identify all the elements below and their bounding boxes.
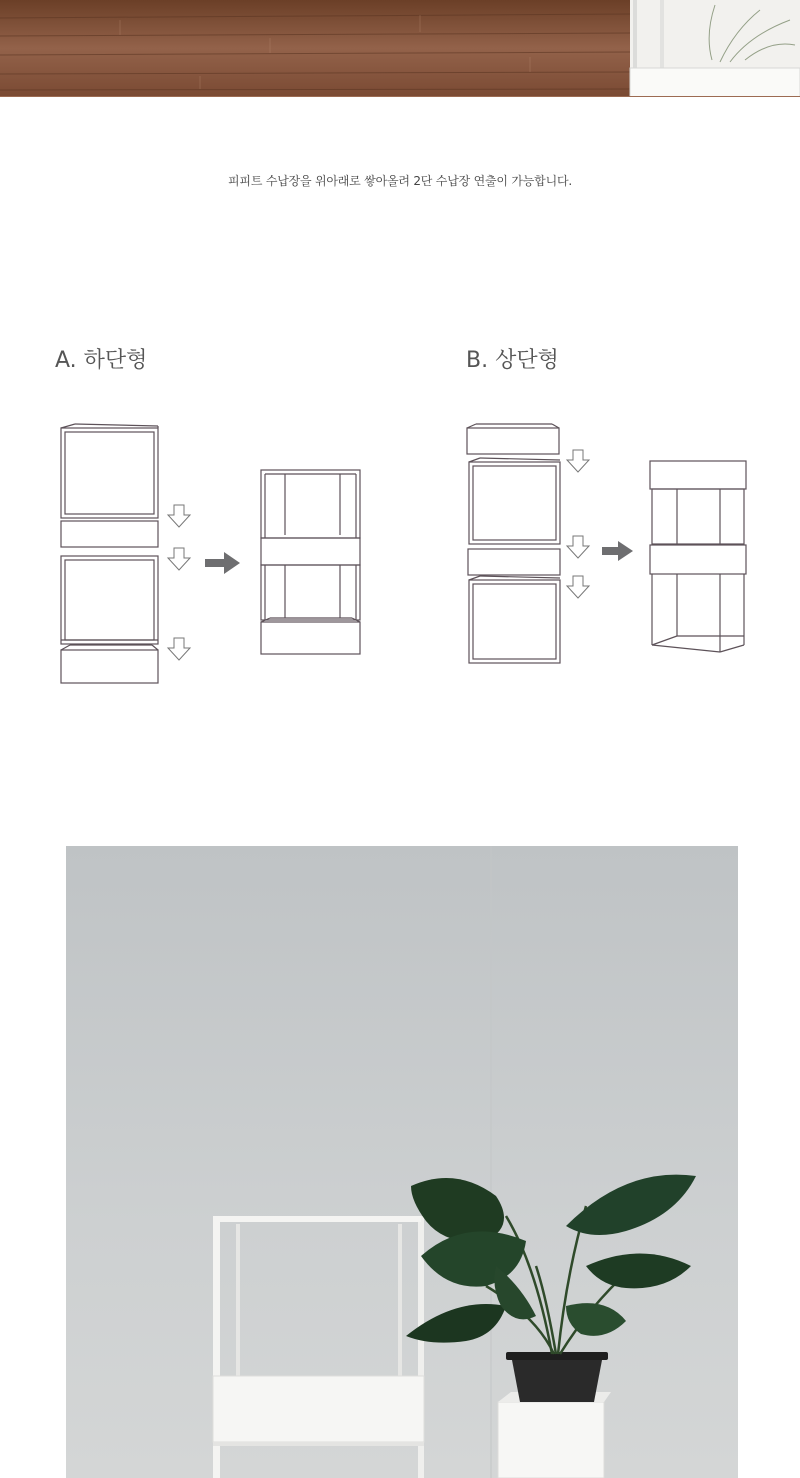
a-assembled-unit [261,470,360,654]
a-box-bottom-exploded [61,645,158,683]
arrow-down-icon [567,536,589,558]
arrow-down-icon [567,450,589,472]
stacking-diagram [0,410,800,700]
arrow-right-icon [205,552,240,574]
top-floor-photo [0,0,800,97]
b-box-top-exploded [467,424,559,454]
caption-text: 피피트 수납장을 위아래로 쌓아올려 2단 수납장 연출이 가능합니다. [228,174,572,188]
a-frame-top-exploded [61,424,158,518]
variant-b-title: B. 상단형 [466,348,559,373]
arrow-down-icon [168,505,190,527]
b-frame-lower-exploded [469,576,560,663]
a-box-middle-exploded [61,521,158,547]
black-pot [506,1352,608,1402]
a-frame-bottom-exploded [61,556,158,644]
arrow-down-icon [168,548,190,570]
b-frame-upper-exploded [469,458,560,544]
b-box-middle-exploded [468,549,560,575]
arrow-down-icon [567,576,589,598]
white-pot-stand [498,1392,611,1478]
variant-a-title: A. 하단형 [55,348,148,373]
b-assembled-unit [650,461,746,652]
arrow-right-icon [602,541,633,561]
arrow-down-icon [168,638,190,660]
room-photo [66,846,738,1478]
